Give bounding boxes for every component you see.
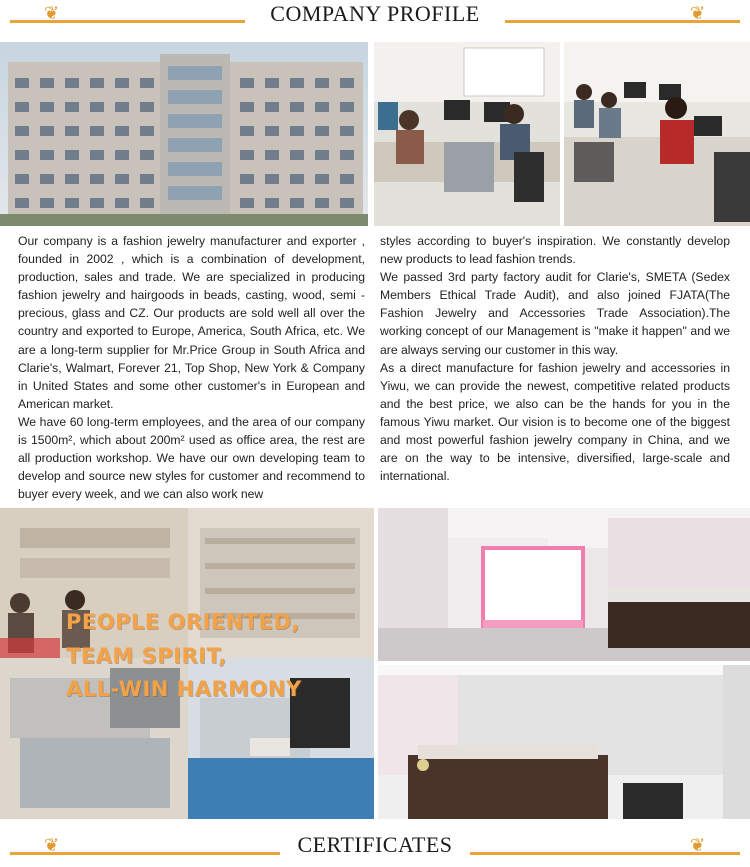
floral-flourish-icon: ❦: [44, 835, 60, 855]
intro-paragraph: styles according to buyer's inspiration. We constantly develop new products to lead fashion trends.: [380, 234, 730, 267]
slogan-line: ALL-WIN HARMONY: [66, 677, 302, 701]
intro-paragraph: Our company is a fashion jewelry manufacturer and exporter , founded in 2002 , which is a combination of development, production, sales and trade. We are specialized in producing fashion jewelry and hairgoods in beads, casting, wood, semi -precious, glass and CZ. Our products are sold well all over the country and exported to Europe, America, South Africa, etc. We are a long-term supplier for Mr.Price Group in South Africa and Clarie's, Walmart, Forever 21, Top Shop, New York & Company in United States and some other customer's in European and American market.: [18, 234, 365, 411]
showroom-photo-2: [378, 665, 750, 819]
floral-flourish-icon: ❦: [690, 3, 706, 23]
page-title: COMPANY PROFILE: [270, 1, 480, 26]
intro-text-left: [18, 232, 365, 503]
intro-paragraph: We passed 3rd party factory audit for Clarie's, SMETA (Sedex Members Ethical Trade Audit), and also joined FJATA(The Fashion Jewelry and Accessories Trade Association).The working concept of our Management is "make it happen" and we are always serving our customer in this way.: [380, 270, 730, 357]
floral-flourish-icon: ❦: [44, 3, 60, 23]
office-building-photo: [0, 42, 368, 226]
office-photo-1: [374, 42, 560, 226]
intro-paragraph: We have 60 long-term employees, and the area of our company is 1500m², which about 200m² used as office area, the rest are all production workshop. We have our own developing team to develop and source new styles for customer and recommend to buyer every week, and we can also work new: [18, 414, 365, 502]
office-photo-2: [564, 42, 750, 226]
company-profile-banner: [0, 0, 750, 36]
section-title: CERTIFICATES: [297, 832, 453, 857]
certificates-banner: [0, 828, 750, 867]
intro-paragraph: As a direct manufacture for fashion jewelry and accessories in Yiwu, we can provide the newest, competitive related products and the best price, we also can be the hands for you in the famous Yiwu market. Our vision is to become one of the biggest and most powerful fashion jewelry company in China, and we are on the way to be intensive, diversified, large-scale and international.: [380, 360, 730, 484]
slogan-line: TEAM SPIRIT,: [66, 644, 227, 668]
showroom-photo-1: [378, 508, 750, 661]
intro-text-right: [380, 232, 730, 485]
floral-flourish-icon: ❦: [690, 835, 706, 855]
slogan-line: PEOPLE ORIENTED,: [66, 610, 300, 634]
